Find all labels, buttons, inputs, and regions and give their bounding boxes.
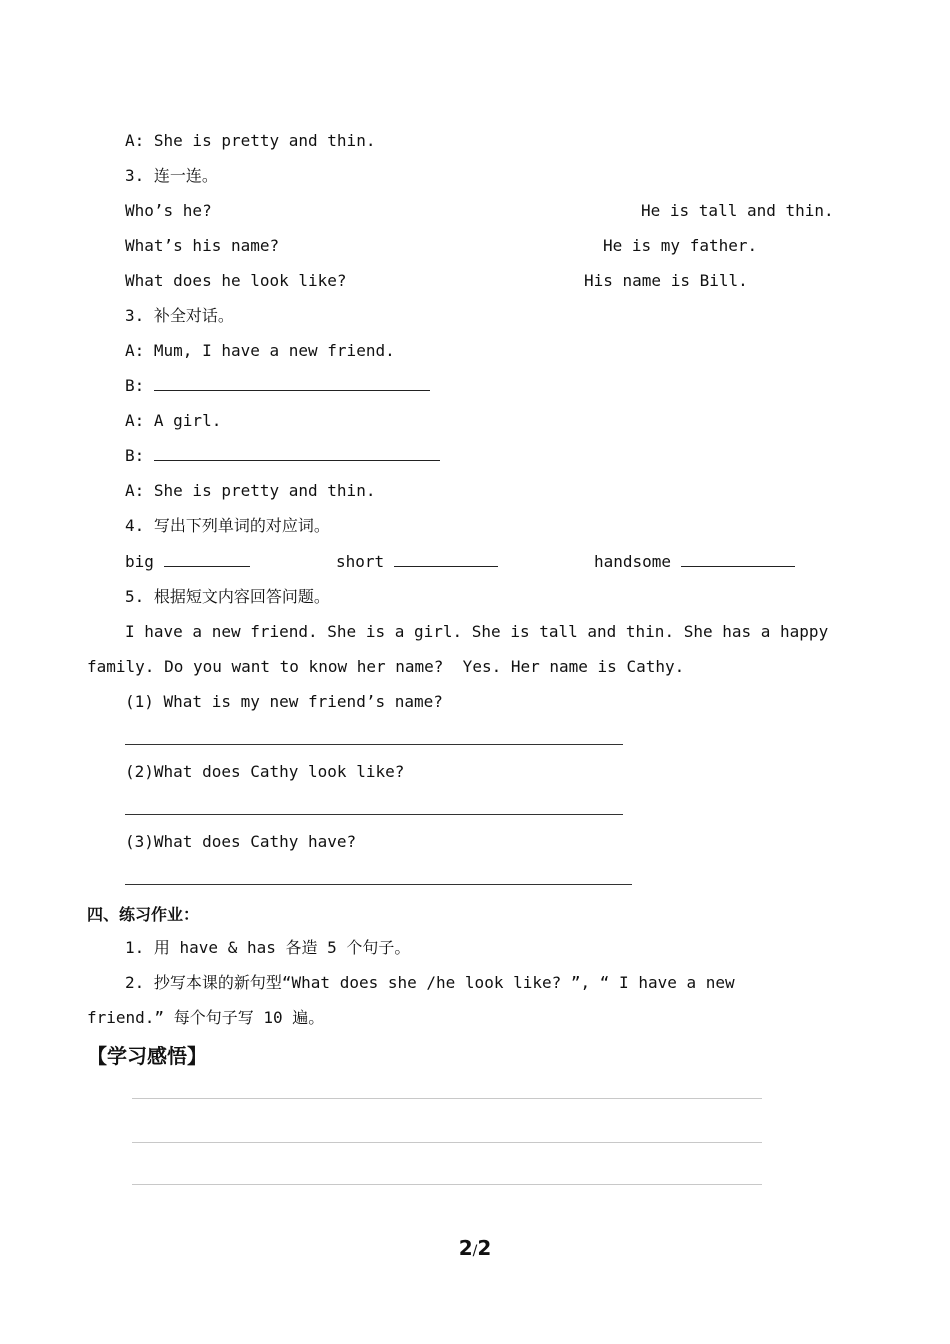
opposite-blank[interactable]: [394, 552, 498, 567]
opposite-word: handsome: [594, 552, 672, 571]
dialogue-line-4: [125, 446, 440, 466]
question-2: (2)What does Cathy look like?: [125, 762, 405, 781]
match-right-3: His name is Bill.: [584, 271, 748, 290]
answer-line-1[interactable]: [125, 744, 623, 745]
opposite-item-short: [336, 552, 498, 572]
reflection-heading: 【学习感悟】: [87, 1044, 207, 1068]
match-left-2: What’s his name?: [125, 236, 280, 255]
opposites-heading: 4. 写出下列单词的对应词。: [125, 516, 330, 535]
passage-line-2: family. Do you want to know her name? Yes. Her name is Cathy.: [87, 657, 685, 676]
dialogue-line-2: [125, 376, 430, 396]
question-3: (3)What does Cathy have?: [125, 832, 357, 851]
dialogue-line-3: A: A girl.: [125, 411, 222, 430]
reading-heading: 5. 根据短文内容回答问题。: [125, 587, 330, 606]
answer-line-3[interactable]: [125, 884, 632, 885]
reflection-line-2[interactable]: [132, 1142, 762, 1143]
page-separator: /: [472, 1243, 478, 1259]
match-right-1: He is tall and thin.: [641, 201, 834, 220]
dialogue-b-label: B:: [125, 446, 154, 465]
page-total: 2: [477, 1236, 492, 1260]
opposite-word: short: [336, 552, 385, 571]
homework-item-2-line-1: 2. 抄写本课的新句型“What does she /he look like? ”, “ I have a new: [125, 973, 735, 992]
homework-heading: 四、练习作业：: [87, 905, 200, 924]
homework-item-1: 1. 用 have & has 各造 5 个句子。: [125, 938, 411, 957]
passage-line-1: I have a new friend. She is a girl. She is tall and thin. She has a happy: [125, 622, 829, 641]
opposite-item-handsome: [594, 552, 795, 572]
reflection-line-1[interactable]: [132, 1098, 762, 1099]
dialogue-b-label: B:: [125, 376, 154, 395]
match-right-2: He is my father.: [603, 236, 758, 255]
homework-item-2-line-2: friend.” 每个句子写 10 遍。: [87, 1008, 325, 1027]
dialogue-blank-1[interactable]: [154, 376, 430, 391]
dialogue-line-1: A: Mum, I have a new friend.: [125, 341, 395, 360]
page-number: [0, 1236, 950, 1260]
dialogue-heading: 3. 补全对话。: [125, 306, 234, 325]
answer-line: A: She is pretty and thin.: [125, 131, 376, 150]
dialogue-blank-2[interactable]: [154, 446, 440, 461]
dialogue-line-5: A: She is pretty and thin.: [125, 481, 376, 500]
opposite-item-big: [125, 552, 250, 572]
page-current: 2: [458, 1236, 473, 1260]
match-left-3: What does he look like?: [125, 271, 347, 290]
answer-line-2[interactable]: [125, 814, 623, 815]
opposite-blank[interactable]: [164, 552, 250, 567]
match-heading: 3. 连一连。: [125, 166, 218, 185]
match-left-1: Who’s he?: [125, 201, 212, 220]
opposite-blank[interactable]: [681, 552, 795, 567]
question-1: (1) What is my new friend’s name?: [125, 692, 443, 711]
opposite-word: big: [125, 552, 154, 571]
reflection-line-3[interactable]: [132, 1184, 762, 1185]
